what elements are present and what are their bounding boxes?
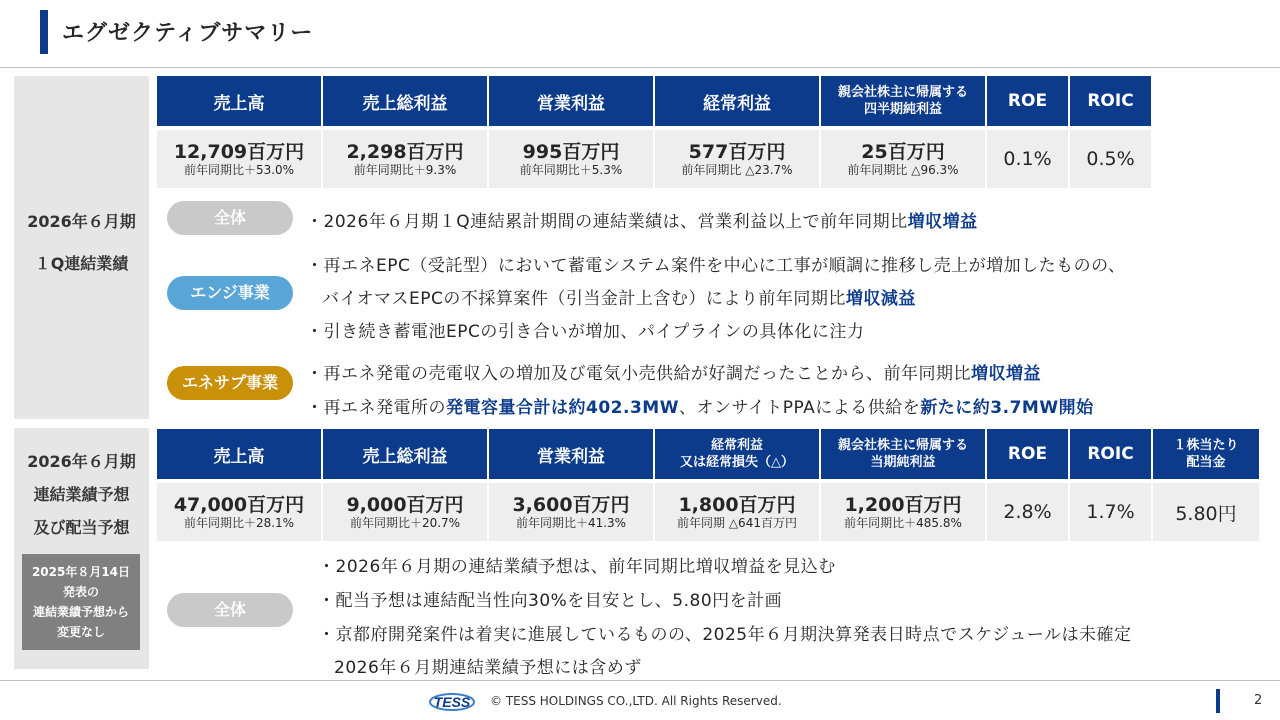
q1-cell-sales: 12,709百万円 前年同期比＋53.0% [157, 130, 321, 188]
q1-overall-bullet: ・2026年６月期１Q連結累計期間の連結業績は、営業利益以上で前年同期比増収増益 [306, 212, 978, 232]
title-accent-bar [40, 10, 48, 54]
page-number-bar [1216, 689, 1220, 713]
q1-header-roic: ROIC [1070, 76, 1151, 126]
q1-kpi-table [155, 76, 1153, 188]
fy-cell-dividend: 5.80円 [1153, 483, 1259, 541]
fy-cell-ordinary-profit: 1,800百万円 前年同期 △641百万円 [655, 483, 819, 541]
q1-cell-roic: 0.5% [1070, 130, 1151, 188]
tess-logo [428, 690, 476, 712]
fy-cell-roic: 1.7% [1070, 483, 1151, 541]
fy-cell-net-income: 1,200百万円 前年同期比＋485.8% [821, 483, 985, 541]
q1-label-line1: 2026年６月期 [27, 212, 136, 231]
fy-header-dividend: １株当たり 配当金 [1153, 429, 1259, 479]
fy-bullet-1: ・2026年６月期の連結業績予想は、前年同期比増収増益を見込む [318, 557, 836, 577]
q1-cell-gross-profit: 2,298百万円 前年同期比＋9.3% [323, 130, 487, 188]
q1-pill-enesup: エネサプ事業 [167, 366, 293, 400]
fy-header-roe: ROE [987, 429, 1068, 479]
fy-header-sales: 売上高 [157, 429, 321, 479]
q1-header-ordinary-profit: 経常利益 [655, 76, 819, 126]
fy-kpi-table [155, 429, 1261, 541]
fy-label-line1: 2026年６月期 [27, 452, 136, 471]
logo-text: TESS [433, 694, 471, 710]
fy-cell-gross-profit: 9,000百万円 前年同期比＋20.7% [323, 483, 487, 541]
q1-header-sales: 売上高 [157, 76, 321, 126]
fy-header-ordinary-profit: 経常利益 又は経常損失（△） [655, 429, 819, 479]
fy-bullet-3: ・京都府開発案件は着実に進展しているものの、2025年６月期決算発表日時点でスケジュールは未確定 [318, 625, 1132, 645]
q1-label-line2: １Q連結業績 [34, 254, 129, 273]
q1-engineering-bullet-2: バイオマスEPCの不採算案件（引当金計上含む）により前年同期比増収減益 [322, 289, 916, 309]
q1-header-operating-profit: 営業利益 [489, 76, 653, 126]
q1-engineering-bullet-3: ・引き続き蓄電池EPCの引き合いが増加、パイプラインの具体化に注力 [306, 322, 865, 342]
q1-cell-net-income: 25百万円 前年同期比 △96.3% [821, 130, 985, 188]
fy-header-roic: ROIC [1070, 429, 1151, 479]
q1-cell-roe: 0.1% [987, 130, 1068, 188]
q1-enesup-bullet-2: ・再エネ発電所の発電容量合計は約402.3MW、オンサイトPPAによる供給を新たに約3.7MW開始 [306, 398, 1094, 418]
q1-cell-operating-profit: 995百万円 前年同期比＋5.3% [489, 130, 653, 188]
fy-label-line2: 連結業績予想 [33, 485, 130, 504]
fy-pill-overall: 全体 [167, 593, 293, 627]
q1-header-gross-profit: 売上総利益 [323, 76, 487, 126]
fy-bullet-4: 2026年６月期連結業績予想には含めず [334, 658, 642, 678]
fy-forecast-note: 2025年８月14日 発表の 連結業績予想から 変更なし [22, 554, 140, 650]
q1-cell-ordinary-profit: 577百万円 前年同期比 △23.7% [655, 130, 819, 188]
fy-header-operating-profit: 営業利益 [489, 429, 653, 479]
q1-pill-engineering: エンジ事業 [167, 276, 293, 310]
footer-divider [0, 680, 1280, 681]
q1-header-roe: ROE [987, 76, 1068, 126]
q1-enesup-bullet-1: ・再エネ発電の売電収入の増加及び電気小売供給が好調だったことから、前年同期比増収増益 [306, 364, 1041, 384]
fy-cell-sales: 47,000百万円 前年同期比＋28.1% [157, 483, 321, 541]
fy-label-line3: 及び配当予想 [33, 518, 130, 537]
fy-header-net-income: 親会社株主に帰属する 当期純利益 [821, 429, 985, 479]
page-title: エグゼクティブサマリー [62, 21, 314, 46]
fy-cell-roe: 2.8% [987, 483, 1068, 541]
copyright-text: © TESS HOLDINGS CO.,LTD. All Rights Reserved. [490, 694, 782, 708]
page-number: 2 [1254, 693, 1263, 708]
title-divider [0, 67, 1280, 68]
q1-engineering-bullet-1: ・再エネEPC（受託型）において蓄電システム案件を中心に工事が順調に推移し売上が増加したものの、 [306, 256, 1126, 276]
q1-header-net-income: 親会社株主に帰属する 四半期純利益 [821, 76, 985, 126]
q1-pill-overall: 全体 [167, 201, 293, 235]
fy-header-gross-profit: 売上総利益 [323, 429, 487, 479]
fy-cell-operating-profit: 3,600百万円 前年同期比＋41.3% [489, 483, 653, 541]
fy-bullet-2: ・配当予想は連結配当性向30%を目安とし、5.80円を計画 [318, 591, 783, 611]
